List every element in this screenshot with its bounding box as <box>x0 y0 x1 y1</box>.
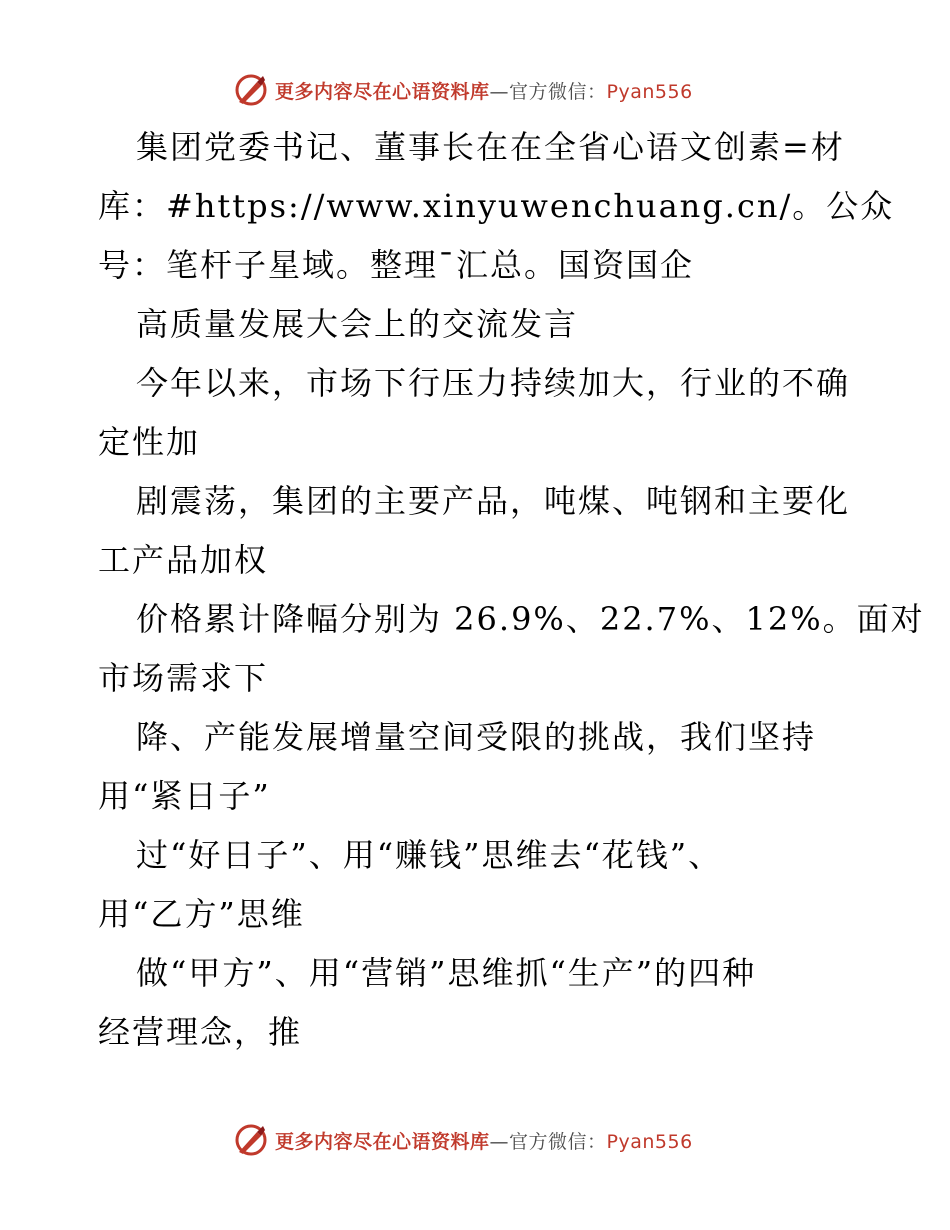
banner-wechat-id: Pyan556 <box>606 1130 693 1153</box>
footer-banner <box>233 1120 693 1160</box>
text-line: 今年以来，市场下行压力持续加大，行业的不确 <box>136 364 851 402</box>
text-line: 做“甲方”、用“营销”思维抓“生产”的四种 <box>136 954 757 992</box>
text-line: 集团党委书记、董事长在在全省心语文创素=材 <box>136 128 845 166</box>
text-line: 过“好日子”、用“赚钱”思维去“花钱”、 <box>136 836 723 874</box>
document-body <box>98 118 925 1062</box>
text-line: 用“乙方”思维 <box>98 895 305 933</box>
text-line: 高质量发展大会上的交流发言 <box>136 305 579 343</box>
text-line: 降、产能发展增量空间受限的挑战，我们坚持 <box>136 718 817 756</box>
banner-brand: 更多内容尽在心语资料库 <box>275 80 490 103</box>
banner-wechat-label: 官方微信： <box>509 80 607 103</box>
text-line: 价格累计降幅分别为 26.9%、22.7%、12%。面对 <box>136 600 925 638</box>
text-line: 用“紧日子” <box>98 777 271 815</box>
banner-dash: — <box>489 1130 510 1153</box>
banner-brand: 更多内容尽在心语资料库 <box>275 1130 490 1153</box>
text-line: 工产品加权 <box>98 541 269 579</box>
text-line: 定性加 <box>98 423 201 461</box>
text-line: 经营理念，推 <box>98 1013 303 1051</box>
banner-wechat-label: 官方微信： <box>509 1130 607 1153</box>
banner-dash: — <box>489 80 510 103</box>
text-line: 市场需求下 <box>98 659 269 697</box>
header-banner <box>233 70 693 110</box>
text-line: 库：#https://www.xinyuwenchuang.cn/。公众 <box>98 187 895 225</box>
pen-logo-icon <box>233 72 269 108</box>
banner-wechat-id: Pyan556 <box>606 80 693 103</box>
text-line: 剧震荡，集团的主要产品，吨煤、吨钢和主要化 <box>136 482 851 520</box>
text-line: 号：笔杆子星域。整理¯汇总。国资国企 <box>98 246 695 284</box>
pen-logo-icon <box>233 1122 269 1158</box>
